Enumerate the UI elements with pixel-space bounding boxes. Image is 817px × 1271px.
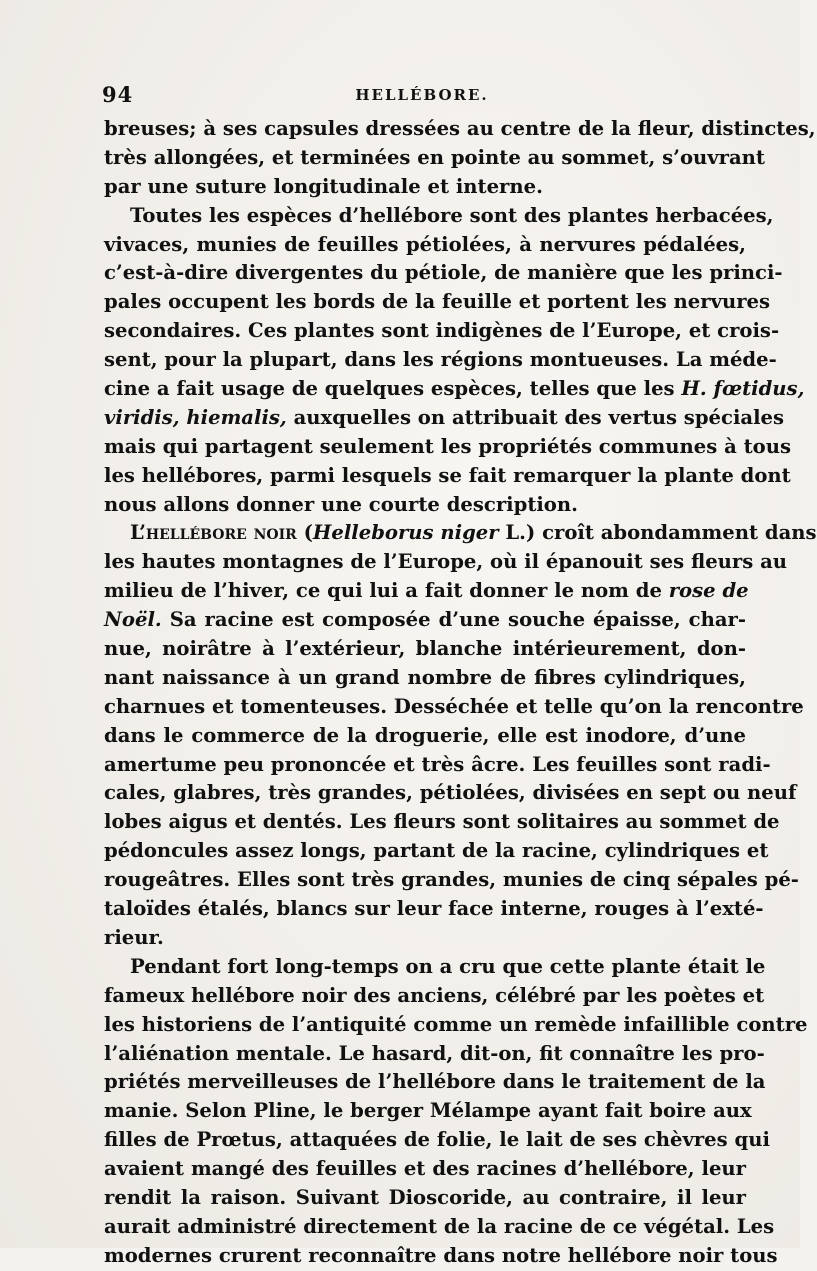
text-span: L.) croît abondamment dans — [498, 521, 817, 545]
text-line — [104, 635, 746, 664]
text-span: avaient mangé des feuilles et des racines d’hellébore, leur — [104, 1157, 746, 1181]
text-span: cine a fait usage de quelques espèces, telles que les — [104, 377, 682, 401]
text-span: pales occupent les bords de la feuille et portent les nervures — [104, 290, 771, 314]
text-line — [104, 722, 746, 751]
text-span: mais qui partagent seulement les propriétés communes à tous — [104, 434, 791, 458]
text-line — [104, 664, 746, 693]
text-span: amertume peu prononcée et très âcre. Les feuilles sont radi- — [104, 752, 771, 776]
text-line — [104, 173, 746, 202]
text-span: fameux hellébore noir des anciens, célébré par les poètes et — [104, 983, 765, 1007]
text-line — [104, 548, 788, 577]
text-span: Sa racine est composée d’une souche épaisse, char- — [161, 608, 746, 632]
text-line — [104, 519, 817, 548]
text-span: nue, noirâtre à l’extérieur, blanche intérieurement, don- — [104, 637, 746, 661]
page-number: 94 — [102, 82, 134, 107]
text-line — [104, 866, 799, 895]
text-span: manie. Selon Pline, le berger Mélampe ayant fait boire aux — [104, 1099, 752, 1123]
text-line — [104, 231, 746, 260]
text-line — [104, 1011, 808, 1040]
italic-text: viridis, hiemalis, — [104, 405, 287, 429]
text-line — [104, 288, 771, 317]
text-span: filles de Prœtus, attaquées de folie, le lait de ses chèvres qui — [104, 1128, 770, 1152]
text-span: breuses; à ses capsules dressées au centre de la fleur, distinctes, — [104, 117, 816, 140]
text-line — [104, 202, 774, 231]
text-span: c’est-à-dire divergentes du pétiole, de manière que les princi- — [104, 261, 783, 285]
text-line — [104, 577, 749, 606]
text-line — [104, 317, 780, 346]
text-span: Toutes les espèces d’hellébore sont des plantes herbacées, — [130, 203, 774, 227]
text-span: taloïdes étalés, blancs sur leur face interne, rouges à l’exté- — [104, 897, 764, 921]
text-line — [104, 375, 805, 404]
text-line — [104, 491, 746, 520]
text-span: nant naissance à un grand nombre de fibres cylindriques, — [104, 665, 746, 689]
text-span: nous allons donner une courte description. — [104, 492, 578, 516]
text-line — [104, 953, 766, 982]
text-span: charnues et tomenteuses. Desséchée et telle qu’on la rencontre — [104, 694, 804, 718]
text-line — [104, 404, 785, 433]
text-span: priétés merveilleuses de l’hellébore dans le traitement de la — [104, 1070, 766, 1094]
text-line — [104, 1242, 778, 1271]
text-span: très allongées, et terminées en pointe au sommet, s’ouvrant — [104, 145, 765, 169]
text-line — [104, 808, 780, 837]
text-span: par une suture longitudinale et interne. — [104, 174, 543, 198]
text-line — [104, 1068, 766, 1097]
text-line — [104, 115, 816, 144]
text-line — [104, 693, 804, 722]
italic-text: H. fœtidus, — [681, 377, 805, 401]
text-span: vivaces, munies de feuilles pétiolées, à nervures pédalées, — [104, 232, 746, 256]
running-title: HELLÉBORE. — [355, 86, 489, 104]
text-line — [104, 346, 777, 375]
text-span: milieu de l’hiver, ce qui lui a fait donner le nom de — [104, 579, 669, 603]
text-line — [104, 837, 769, 866]
text-span: rieur. — [104, 925, 164, 949]
text-span: ( — [296, 521, 313, 545]
italic-text: Noël. — [104, 608, 162, 632]
text-line — [104, 259, 783, 288]
text-span: les hellébores, parmi lesquels se fait remarquer la plante dont — [104, 463, 791, 487]
italic-text: Helleborus niger — [312, 521, 499, 545]
small-caps-text: hellébore noir — [145, 521, 297, 545]
text-line — [104, 1097, 752, 1126]
text-span: sent, pour la plupart, dans les régions montueuses. La méde- — [104, 348, 777, 372]
text-line — [104, 1184, 746, 1213]
text-span: Pendant fort long-temps on a cru que cette plante était le — [130, 954, 766, 978]
text-span: modernes crurent reconnaître dans notre hellébore noir tous — [104, 1243, 778, 1267]
body-text — [104, 115, 817, 1271]
text-span: lobes aigus et dentés. Les fleurs sont solitaires au sommet de — [104, 810, 780, 834]
text-line — [104, 1155, 746, 1184]
text-span: les historiens de l’antiquité comme un remède infaillible contre — [104, 1012, 808, 1036]
text-span: pédoncules assez longs, partant de la racine, cylindriques et — [104, 839, 769, 863]
text-line — [104, 982, 765, 1011]
text-span: dans le commerce de la droguerie, elle est inodore, d’une — [104, 723, 746, 747]
text-span: auxquelles on attribuait des vertus spéciales — [286, 405, 785, 429]
text-line — [104, 606, 746, 635]
text-line — [104, 462, 791, 491]
text-line — [104, 895, 764, 924]
text-span: cales, glabres, très grandes, pétiolées, divisées en sept ou neuf — [104, 781, 797, 805]
text-span: rendit la raison. Suivant Dioscoride, au contraire, il leur — [104, 1185, 746, 1209]
text-span: L’ — [130, 521, 146, 545]
text-line — [104, 924, 746, 953]
text-line — [104, 1040, 765, 1069]
text-span: aurait administré directement de la racine de ce végétal. Les — [104, 1214, 775, 1238]
text-line — [104, 433, 791, 462]
text-span: secondaires. Ces plantes sont indigènes de l’Europe, et crois- — [104, 319, 780, 343]
text-line — [104, 1126, 770, 1155]
text-line — [104, 144, 765, 173]
text-line — [104, 779, 797, 808]
italic-text: rose de — [668, 579, 749, 603]
text-line — [104, 1213, 775, 1242]
page-header — [102, 82, 742, 110]
text-line — [104, 751, 771, 780]
text-span: rougeâtres. Elles sont très grandes, munies de cinq sépales pé- — [104, 868, 799, 892]
text-span: les hautes montagnes de l’Europe, où il épanouit ses fleurs au — [104, 550, 788, 574]
text-span: l’aliénation mentale. Le hasard, dit-on, fit connaître les pro- — [104, 1041, 765, 1065]
